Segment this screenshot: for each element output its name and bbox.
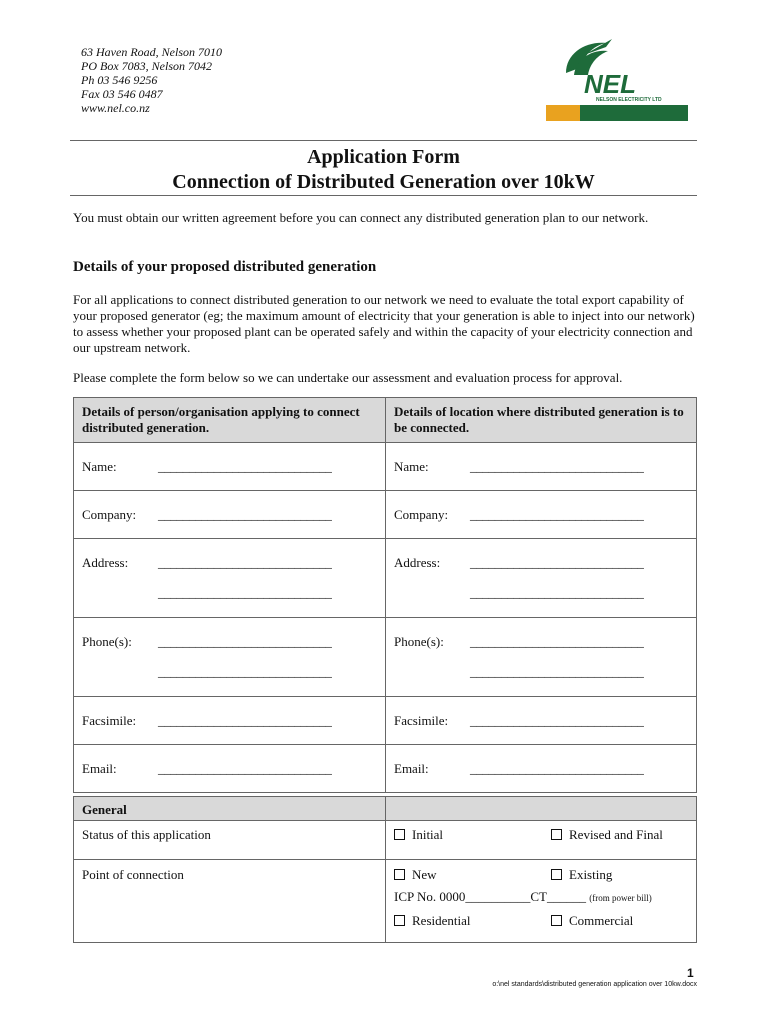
applicant-email-cell [74,745,386,793]
location-company-field[interactable]: ____________________________ [470,507,644,522]
svg-text:NELSON ELECTRICITY LTD: NELSON ELECTRICITY LTD [596,97,662,103]
location-header: Details of location where distributed generation is to be connected. [394,404,684,435]
poc-label: Point of connection [82,867,184,882]
status-label: Status of this application [82,827,211,842]
status-label-cell [74,821,386,860]
applicant-header: Details of person/organisation applying to connect distributed generation. [82,404,360,435]
location-email-cell [386,745,697,793]
checkbox-icon[interactable] [551,869,562,880]
initial-label: Initial [412,827,444,842]
general-header-blank [386,797,697,821]
company-address [81,45,222,115]
title-line-1: Application Form [307,146,460,168]
poc-label-cell [74,860,386,943]
commercial-option[interactable] [551,913,633,929]
existing-option[interactable] [551,867,612,883]
icp-note: (from power bill) [589,893,652,903]
poc-options-cell [386,860,697,943]
icp-number-field[interactable] [394,889,652,905]
checkbox-icon[interactable] [551,915,562,926]
intro-paragraph: You must obtain our written agreement before you can connect any distributed generation plan to our network. [73,210,649,225]
location-email-field[interactable]: ____________________________ [470,761,644,776]
details-table [73,397,697,793]
residential-label: Residential [412,913,471,928]
applicant-email-field[interactable]: ____________________________ [158,761,332,776]
checkbox-icon[interactable] [551,829,562,840]
applicant-fax-field[interactable]: ____________________________ [158,713,332,728]
commercial-label: Commercial [569,913,634,928]
file-path: o:\nel standards\distributed generation application over 10kw.docx [492,981,697,988]
email-label: Email: [394,761,429,776]
section-heading: Details of your proposed distributed generation [73,259,377,275]
applicant-address-cell [74,539,386,618]
applicant-phone-field-1[interactable]: ____________________________ [158,634,332,649]
new-label: New [412,867,437,882]
applicant-phone-field-2[interactable]: ____________________________ [158,664,332,679]
company-label: Company: [82,507,137,522]
revised-option[interactable] [551,827,663,843]
phone-label: Phone(s): [82,634,132,649]
general-header: General [82,802,127,817]
instructions-paragraph: Please complete the form below so we can undertake our assessment and evaluation process for approval. [73,370,623,385]
fax-label: Facsimile: [82,713,137,728]
icp-text: ICP No. 0000__________CT______ [394,889,586,904]
svg-text:NEL: NEL [584,69,636,99]
phone-label: Phone(s): [394,634,444,649]
company-label: Company: [394,507,449,522]
revised-label: Revised and Final [569,827,663,842]
applicant-phone-cell [74,618,386,697]
initial-option[interactable] [394,827,443,843]
existing-label: Existing [569,867,613,882]
location-company-cell [386,491,697,539]
applicant-company-cell [74,491,386,539]
address-line: 63 Haven Road, Nelson 7010 [81,45,222,59]
applicant-address-field-2[interactable]: ____________________________ [158,585,332,600]
fax-line: Fax 03 546 0487 [81,87,163,101]
applicant-name-cell [74,443,386,491]
location-fax-cell [386,697,697,745]
location-phone-cell [386,618,697,697]
fax-label: Facsimile: [394,713,449,728]
page-number: 1 [687,966,694,980]
location-address-field-1[interactable]: ____________________________ [470,555,644,570]
general-table [73,796,697,943]
title-line-2: Connection of Distributed Generation over 10kW [172,171,595,193]
general-header-cell [74,797,386,821]
new-option[interactable] [394,867,437,883]
location-phone-field-1[interactable]: ____________________________ [470,634,644,649]
document-title [70,145,697,195]
checkbox-icon[interactable] [394,869,405,880]
name-label: Name: [82,459,117,474]
location-address-field-2[interactable]: ____________________________ [470,585,644,600]
applicant-company-field[interactable]: ____________________________ [158,507,332,522]
location-fax-field[interactable]: ____________________________ [470,713,644,728]
location-name-field[interactable]: ____________________________ [470,459,644,474]
location-phone-field-2[interactable]: ____________________________ [470,664,644,679]
location-header-cell [386,398,697,443]
address-label: Address: [394,555,441,570]
location-name-cell [386,443,697,491]
applicant-fax-cell [74,697,386,745]
checkbox-icon[interactable] [394,829,405,840]
address-line: PO Box 7083, Nelson 7042 [81,59,212,73]
checkbox-icon[interactable] [394,915,405,926]
name-label: Name: [394,459,429,474]
applicant-address-field-1[interactable]: ____________________________ [158,555,332,570]
website-line: www.nel.co.nz [81,101,150,115]
evaluation-paragraph: For all applications to connect distributed generation to our network we need to evaluate the total export capability of your proposed generator (eg; the maximum amount of electricity that your generation is able to inject into our network) to assess whether your proposed plant can be operated safely and within the capacity of your electricity connection and our upstream network. [73,292,695,355]
address-label: Address: [82,555,129,570]
title-rule-top [70,140,697,141]
residential-option[interactable] [394,913,471,929]
applicant-name-field[interactable]: ____________________________ [158,459,332,474]
phone-line: Ph 03 546 9256 [81,73,158,87]
title-rule-bottom [70,195,697,196]
applicant-header-cell [74,398,386,443]
email-label: Email: [82,761,117,776]
nel-logo [546,35,688,121]
location-address-cell [386,539,697,618]
status-options-cell [386,821,697,860]
